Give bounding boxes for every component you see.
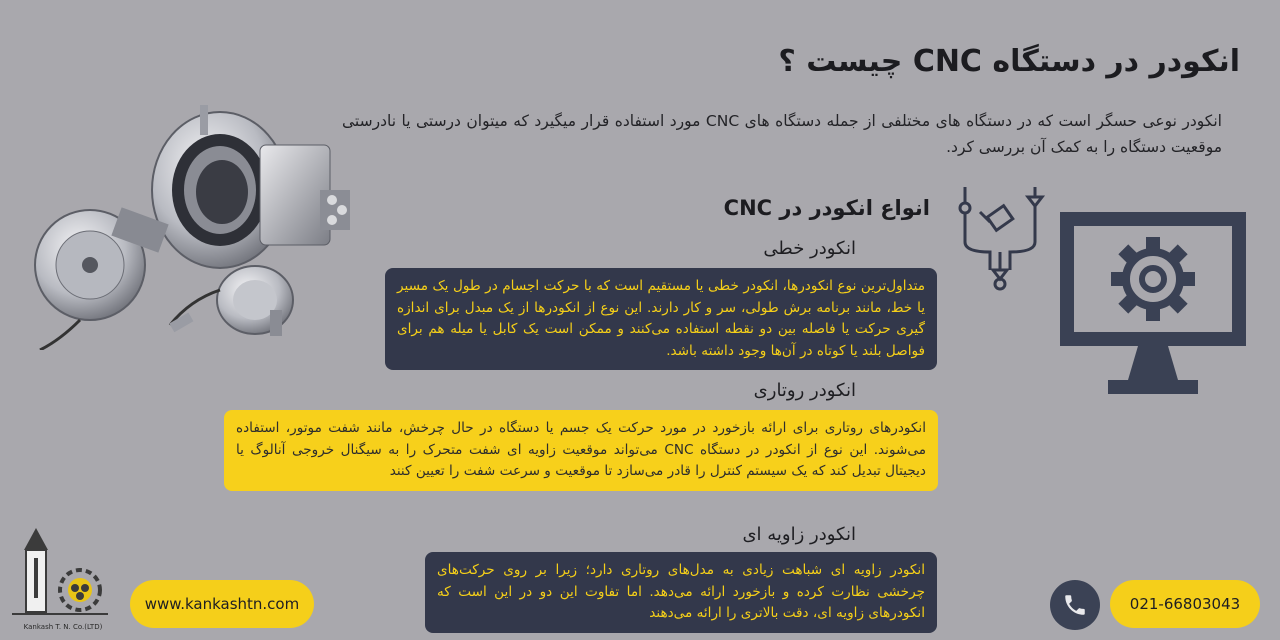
phone-icon[interactable] [1050,580,1100,630]
company-name: Kankash T. N. Co.(LTD) [23,623,103,631]
company-logo [8,528,118,636]
hollow-shaft-encoder-graphic [152,105,350,268]
page-title: انکودر در دستگاه CNC چیست ؟ [778,44,1240,79]
solid-shaft-encoder-graphic [35,207,169,350]
angular-encoder-description: انکودر زاویه ای شباهت زیادی به مدل‌های روتاری دارد؛ زیرا بر روی حرکت‌های چرخشی نظارت کرده و بازخورد ارائه می‌دهد. اما تفاوت این دو در این است که انکودرهای زاویه ای، دقت بالاتری را ارائه می‌دهند [425,552,937,633]
small-encoder-graphic [169,266,293,336]
rotary-encoder-description: انکودرهای روتاری برای ارائه بازخورد در مورد حرکت یک جسم یا دستگاه در حال چرخش، مانند شفت موتور، استفاده می‌شوند. این نوع از انکودر در دستگاه CNC می‌تواند موقعیت زاویه ای شفت متحرک را به سیگنال خروجی آنالوگ یا دیجیتال تبدیل کند که یک سیستم کنترل را قادر می‌سازد تا موقعیت و سرعت شفت را تعیین کنند [224,410,938,491]
phone-number[interactable]: 021-66803043 [1110,580,1260,628]
process-diagram-icon [945,182,1055,292]
linear-encoder-description: متداول‌ترین نوع انکودرها، انکودر خطی یا مستقیم است که با حرکت اجسام در طول یک مسیر یا خط، مانند برنامه برش طولی، سر و کار دارند. این نوع از انکودرها از یک مبدل برای اندازه گیری حرکت یا فاصله بین دو نقطه استفاده می‌کنند و ممکن است یک کابل یا میله هم برای فواصل بلند یا کوتاه در آن‌ها وجود داشته باشد. [385,268,937,370]
encoder-products-image [20,100,360,350]
intro-paragraph: انکودر نوعی حسگر است که در دستگاه های مختلفی از جمله دستگاه های CNC مورد استفاده قرار میگیرد که میتوان درستی یا نادرستی موقعیت دستگاه را به کمک آن بررسی کرد. [342,112,1222,156]
rotary-encoder-heading: انکودر روتاری [753,380,856,401]
types-section-title: انواع انکودر در CNC [723,196,930,220]
linear-encoder-heading: انکودر خطی [763,238,856,259]
website-link[interactable]: www.kankashtn.com [130,580,314,628]
angular-encoder-heading: انکودر زاویه ای [742,524,856,545]
monitor-gear-icon [1058,210,1258,400]
